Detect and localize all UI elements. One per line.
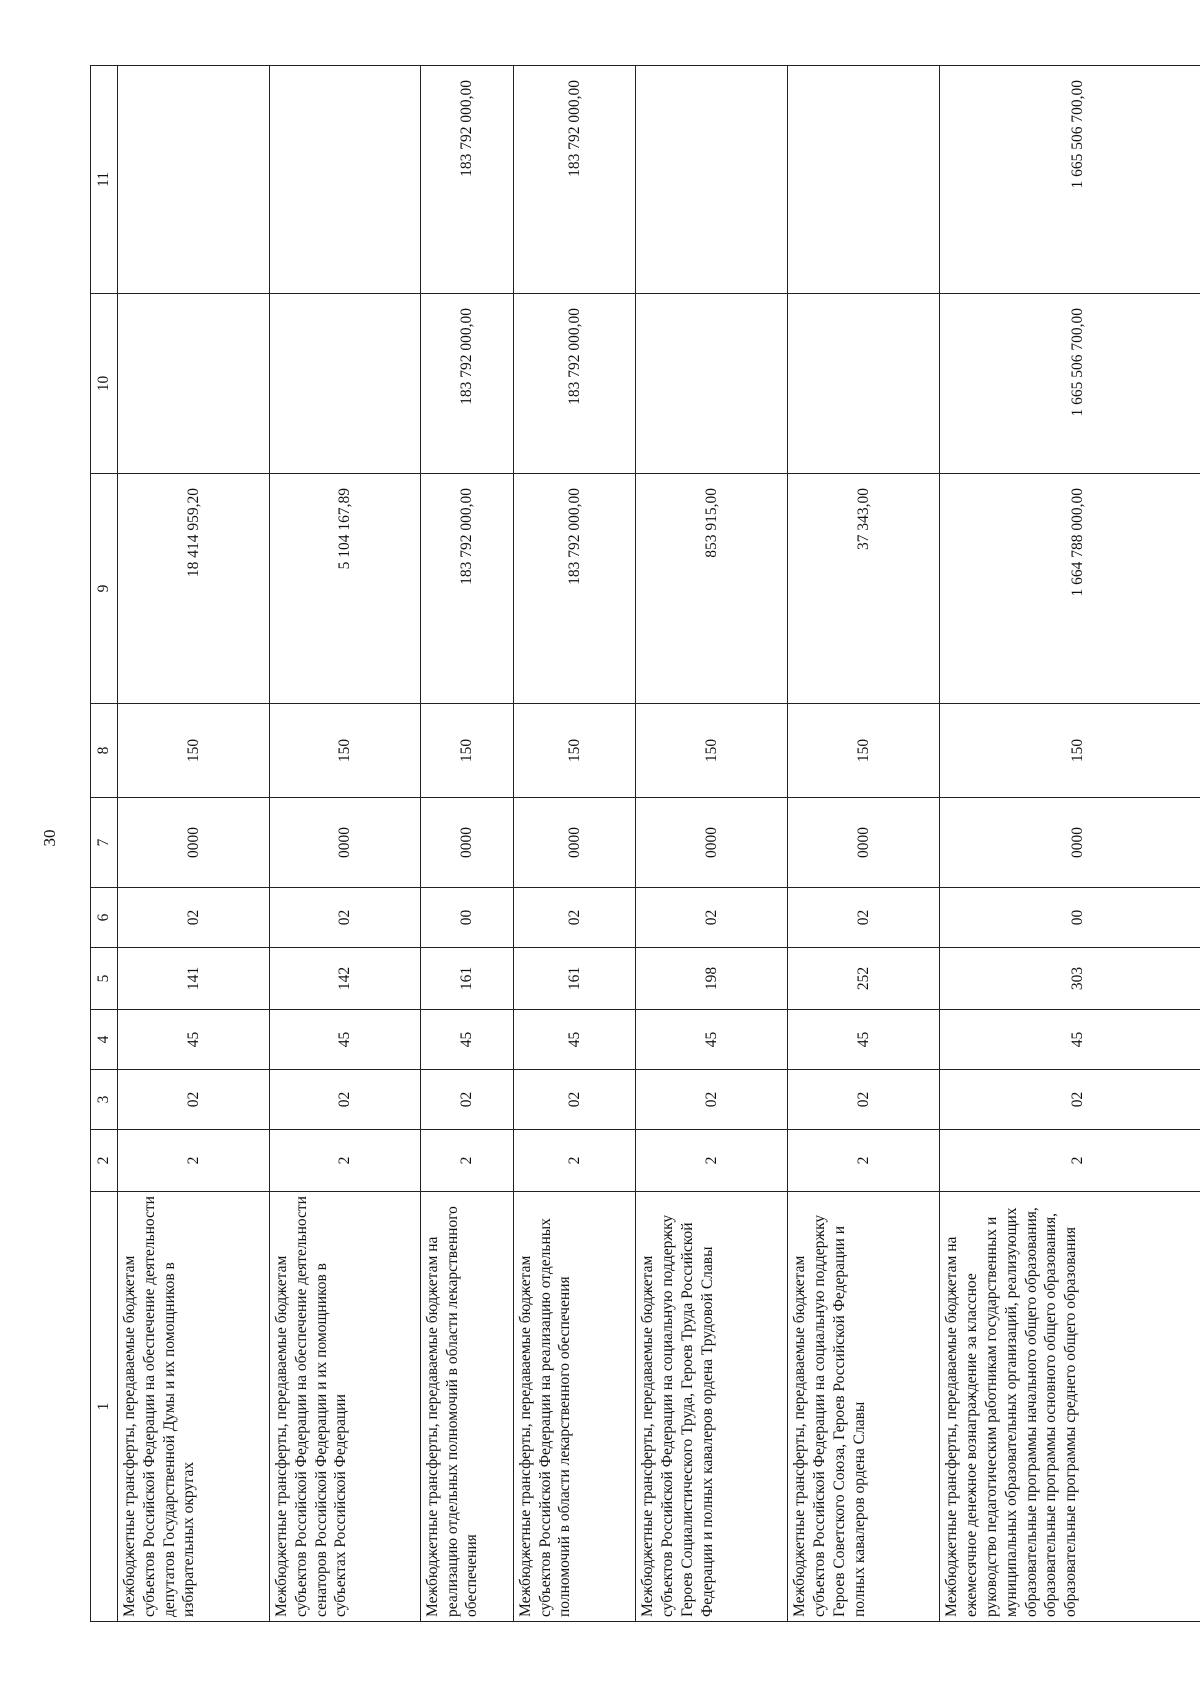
cell-col11: 1 665 506 700,00 — [940, 66, 1200, 294]
cell-col6: 00 — [940, 888, 1200, 948]
cell-col7: 0000 — [269, 798, 420, 888]
cell-col11: 183 792 000,00 — [420, 66, 513, 294]
cell-col7: 0000 — [420, 798, 513, 888]
cell-col11 — [636, 66, 788, 294]
row-description: Межбюджетные трансферты, передаваемые бюджетам субъектов Российской Федерации на реализацию отдельных полномочий в области лекарственного обеспечения — [513, 1192, 636, 1622]
cell-col4: 45 — [420, 1010, 513, 1070]
cell-col10 — [118, 294, 270, 474]
cell-col2: 2 — [636, 1130, 788, 1192]
table-row — [940, 66, 1200, 1622]
cell-col11 — [269, 66, 420, 294]
table-row — [118, 66, 270, 1622]
row-description: Межбюджетные трансферты, передаваемые бюджетам субъектов Российской Федерации на социальную поддержку Героев Советского Союза, Героев Российской Федерации и полных кавалеров ордена Славы — [788, 1192, 940, 1622]
cell-col3: 02 — [788, 1070, 940, 1130]
cell-col6: 02 — [269, 888, 420, 948]
header-cell: 6 — [91, 888, 118, 948]
cell-col4: 45 — [636, 1010, 788, 1070]
cell-col4: 45 — [269, 1010, 420, 1070]
cell-col9: 37 343,00 — [788, 474, 940, 704]
cell-col3: 02 — [420, 1070, 513, 1130]
table-row — [513, 66, 636, 1622]
cell-col9: 18 414 959,20 — [118, 474, 270, 704]
cell-col3: 02 — [269, 1070, 420, 1130]
header-cell: 1 — [91, 1192, 118, 1622]
cell-col5: 141 — [118, 948, 270, 1010]
cell-col9: 5 104 167,89 — [269, 474, 420, 704]
cell-col9: 183 792 000,00 — [513, 474, 636, 704]
cell-col4: 45 — [118, 1010, 270, 1070]
cell-col2: 2 — [940, 1130, 1200, 1192]
cell-col2: 2 — [513, 1130, 636, 1192]
cell-col10: 183 792 000,00 — [513, 294, 636, 474]
row-description: Межбюджетные трансферты, передаваемые бюджетам на реализацию отдельных полномочий в области лекарственного обеспечения — [420, 1192, 513, 1622]
cell-col7: 0000 — [788, 798, 940, 888]
cell-col2: 2 — [788, 1130, 940, 1192]
cell-col8: 150 — [118, 704, 270, 798]
table-row — [420, 66, 513, 1622]
cell-col5: 252 — [788, 948, 940, 1010]
row-description: Межбюджетные трансферты, передаваемые бюджетам субъектов Российской Федерации на обеспечение деятельности сенаторов Российской Федерации и их помощников в субъектах Российской Федерации — [269, 1192, 420, 1622]
cell-col3: 02 — [513, 1070, 636, 1130]
header-cell: 10 — [91, 294, 118, 474]
header-cell: 8 — [91, 704, 118, 798]
page-number: 30 — [40, 829, 59, 847]
budget-table — [90, 65, 1200, 1622]
cell-col8: 150 — [788, 704, 940, 798]
header-cell: 9 — [91, 474, 118, 704]
header-cell: 4 — [91, 1010, 118, 1070]
rotated-table-frame — [90, 66, 1200, 1622]
cell-col10 — [636, 294, 788, 474]
cell-col10 — [788, 294, 940, 474]
cell-col6: 00 — [420, 888, 513, 948]
header-cell: 3 — [91, 1070, 118, 1130]
cell-col6: 02 — [118, 888, 270, 948]
cell-col7: 0000 — [513, 798, 636, 888]
cell-col7: 0000 — [636, 798, 788, 888]
cell-col3: 02 — [940, 1070, 1200, 1130]
cell-col2: 2 — [269, 1130, 420, 1192]
cell-col3: 02 — [636, 1070, 788, 1130]
cell-col5: 161 — [420, 948, 513, 1010]
cell-col8: 150 — [269, 704, 420, 798]
cell-col7: 0000 — [118, 798, 270, 888]
header-cell: 11 — [91, 66, 118, 294]
row-description: Межбюджетные трансферты, передаваемые бюджетам субъектов Российской Федерации на обеспечение деятельности депутатов Государственной Думы и их помощников в избирательных округах — [118, 1192, 270, 1622]
cell-col4: 45 — [513, 1010, 636, 1070]
cell-col5: 303 — [940, 948, 1200, 1010]
cell-col8: 150 — [940, 704, 1200, 798]
cell-col9: 183 792 000,00 — [420, 474, 513, 704]
table-row — [636, 66, 788, 1622]
cell-col5: 198 — [636, 948, 788, 1010]
cell-col2: 2 — [118, 1130, 270, 1192]
cell-col5: 142 — [269, 948, 420, 1010]
cell-col2: 2 — [420, 1130, 513, 1192]
cell-col10: 183 792 000,00 — [420, 294, 513, 474]
header-cell: 5 — [91, 948, 118, 1010]
table-row — [269, 66, 420, 1622]
row-description: Межбюджетные трансферты, передаваемые бюджетам на ежемесячное денежное вознаграждение за классное руководство педагогическим работникам государственных и муниципальных образовательных организаций, реализующих образовательные программы начального общего образования, образовательные программы основного общего образования, образовательные программы среднего общего образования — [940, 1192, 1200, 1622]
cell-col10: 1 665 506 700,00 — [940, 294, 1200, 474]
cell-col8: 150 — [636, 704, 788, 798]
cell-col9: 1 664 788 000,00 — [940, 474, 1200, 704]
header-cell: 7 — [91, 798, 118, 888]
row-description: Межбюджетные трансферты, передаваемые бюджетам субъектов Российской Федерации на социальную поддержку Героев Социалистического Труда, Героев Труда Российской Федерации и полных кавалеров ордена Трудовой Славы — [636, 1192, 788, 1622]
cell-col8: 150 — [420, 704, 513, 798]
header-cell: 2 — [91, 1130, 118, 1192]
cell-col11: 183 792 000,00 — [513, 66, 636, 294]
table-row — [788, 66, 940, 1622]
cell-col6: 02 — [513, 888, 636, 948]
cell-col4: 45 — [940, 1010, 1200, 1070]
cell-col5: 161 — [513, 948, 636, 1010]
cell-col10 — [269, 294, 420, 474]
cell-col9: 853 915,00 — [636, 474, 788, 704]
cell-col11 — [118, 66, 270, 294]
cell-col7: 0000 — [940, 798, 1200, 888]
cell-col4: 45 — [788, 1010, 940, 1070]
cell-col8: 150 — [513, 704, 636, 798]
table-container — [90, 66, 1200, 1622]
cell-col6: 02 — [788, 888, 940, 948]
cell-col6: 02 — [636, 888, 788, 948]
header-row — [91, 66, 118, 1622]
cell-col3: 02 — [118, 1070, 270, 1130]
cell-col11 — [788, 66, 940, 294]
